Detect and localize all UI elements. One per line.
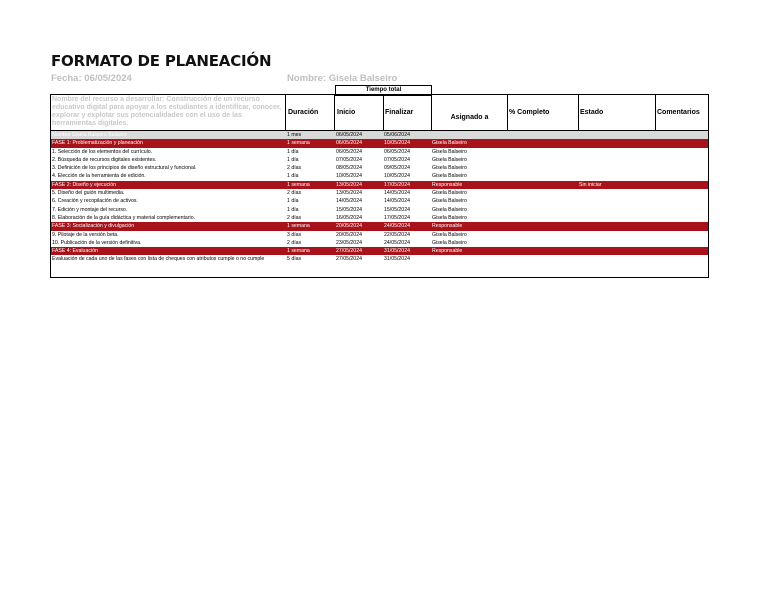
cell-task[interactable]: 2. Búsqueda de recursos digitales existentes.: [52, 156, 157, 163]
header-inicio: Inicio: [336, 95, 384, 130]
cell-fin[interactable]: 10/05/2024: [384, 140, 410, 147]
cell-ini[interactable]: 06/05/2024: [336, 140, 362, 147]
cell-fin[interactable]: 06/05/2024: [384, 148, 410, 155]
cell-task[interactable]: 5. Diseño del guión multimedia.: [52, 190, 125, 197]
cell-asg[interactable]: Gisela Balseiro: [432, 140, 467, 147]
cell-dur[interactable]: 1 semana: [287, 223, 310, 230]
cell-fin[interactable]: 07/05/2024: [384, 156, 410, 163]
cell-task[interactable]: 4. Elección de la herramienta de edición.: [52, 173, 146, 180]
header-completo: % Completo: [508, 95, 579, 130]
cell-dur[interactable]: 2 días: [287, 239, 302, 246]
cell-ini[interactable]: 14/05/2024: [336, 198, 362, 205]
cell-dur[interactable]: 3 días: [287, 231, 302, 238]
cell-task[interactable]: FASE 4: Evaluación: [52, 248, 98, 255]
table-row[interactable]: [51, 255, 708, 271]
cell-dur[interactable]: 1 día: [287, 156, 299, 163]
cell-dur[interactable]: 5 días: [287, 256, 302, 263]
cell-dur[interactable]: 1 semana: [287, 248, 310, 255]
cell-task[interactable]: 6. Creación y recopilación de activos.: [52, 198, 138, 205]
cell-ini[interactable]: 20/05/2024: [336, 223, 362, 230]
header-duracion: Duración: [287, 95, 335, 130]
table-row[interactable]: [51, 189, 708, 197]
phase-row[interactable]: [51, 139, 708, 147]
planning-table: [50, 94, 709, 278]
cell-fin[interactable]: 24/05/2024: [384, 239, 410, 246]
cell-dur[interactable]: 1 día: [287, 206, 299, 213]
cell-est[interactable]: Sin iniciar: [579, 181, 602, 188]
tiempo-total-label: Tiempo total: [335, 85, 432, 96]
cell-ini[interactable]: 10/05/2024: [336, 173, 362, 180]
cell-asg[interactable]: Gisela Balseiro: [432, 198, 467, 205]
table-row[interactable]: [51, 231, 708, 239]
cell-dur[interactable]: 1 semana: [287, 140, 310, 147]
cell-fin[interactable]: 14/05/2024: [384, 190, 410, 197]
cell-dur[interactable]: 1 día: [287, 198, 299, 205]
cell-asg[interactable]: Gisela Balseiro: [432, 206, 467, 213]
name-label: Nombre: Gisela Balseiro: [287, 73, 398, 84]
cell-task[interactable]: 9. Pilotaje de la versión beta.: [52, 231, 119, 238]
cell-fin[interactable]: 17/05/2024: [384, 214, 410, 221]
cell-ini[interactable]: 13/05/2024: [336, 181, 362, 188]
cell-dur[interactable]: 1 mes: [287, 132, 302, 138]
header-estado: Estado: [579, 95, 656, 130]
cell-ini[interactable]: 16/05/2024: [336, 214, 362, 221]
cell-task[interactable]: FASE 1: Problematización y planeación: [52, 140, 143, 147]
cell-asg[interactable]: Gisela Balseiro: [432, 156, 467, 163]
cell-fin[interactable]: 31/05/2024: [384, 256, 410, 263]
cell-fin[interactable]: 10/05/2024: [384, 173, 410, 180]
table-row[interactable]: [51, 197, 708, 205]
cell-task[interactable]: FASE 2: Diseño y ejecución: [52, 181, 117, 188]
cell-ini[interactable]: 13/05/2024: [336, 190, 362, 197]
cell-dur[interactable]: 1 semana: [287, 181, 310, 188]
table-body: [51, 131, 708, 271]
cell-asg[interactable]: Gisela Balseiro: [432, 214, 467, 221]
cell-dur[interactable]: 1 día: [287, 173, 299, 180]
header-asignado: Asignado a: [432, 95, 508, 130]
cell-asg[interactable]: Gisela Balseiro: [432, 148, 467, 155]
table-row[interactable]: [51, 172, 708, 180]
cell-asg[interactable]: Gisela Balseiro: [432, 239, 467, 246]
cell-fin[interactable]: 24/05/2024: [384, 223, 410, 230]
phase-row[interactable]: [51, 181, 708, 189]
cell-ini[interactable]: 15/05/2024: [336, 206, 362, 213]
cell-ini[interactable]: 08/05/2024: [336, 165, 362, 172]
header-comentarios: Comentarios: [657, 109, 700, 116]
cell-task[interactable]: 1. Selección de los elementos del currículo.: [52, 148, 153, 155]
cell-task[interactable]: 7. Edición y montaje del recurso.: [52, 206, 128, 213]
cell-asg[interactable]: Responsable: [432, 248, 463, 255]
cell-task[interactable]: 3. Definición de los principios de diseño estructural y funcional.: [52, 165, 197, 172]
cell-fin[interactable]: 31/05/2024: [384, 248, 410, 255]
page-title: FORMATO DE PLANEACIÓN: [51, 52, 272, 70]
table-row[interactable]: [51, 131, 708, 139]
cell-dur[interactable]: 2 días: [287, 214, 302, 221]
cell-ini[interactable]: 23/05/2024: [336, 239, 362, 246]
cell-asg[interactable]: Responsable: [432, 181, 463, 188]
cell-asg[interactable]: Gisela Balseiro: [432, 173, 467, 180]
cell-dur[interactable]: 2 días: [287, 165, 302, 172]
table-row[interactable]: [51, 239, 708, 247]
cell-task[interactable]: 8. Elaboración de la guía didáctica y material complementario.: [52, 214, 196, 221]
header-finalizar: Finalizar: [384, 95, 432, 130]
cell-fin[interactable]: 14/05/2024: [384, 198, 410, 205]
cell-fin[interactable]: 05/06/2024: [384, 132, 410, 138]
cell-asg[interactable]: Gisela Balseiro: [432, 190, 467, 197]
table-row[interactable]: [51, 148, 708, 156]
cell-asg[interactable]: Gisela Balseiro: [432, 165, 467, 172]
cell-task[interactable]: 10. Publicación de la versión definitiva.: [52, 239, 142, 246]
date-label: Fecha: 06/05/2024: [51, 73, 132, 84]
cell-task[interactable]: Evaluación de cada uno de las fases con lista de cheques con atributos cumple o no cumple: [52, 256, 265, 263]
phase-row[interactable]: [51, 247, 708, 255]
cell-asg[interactable]: Gisela Balseiro: [432, 231, 467, 238]
cell-dur[interactable]: 1 día: [287, 148, 299, 155]
table-row[interactable]: [51, 164, 708, 172]
cell-ini[interactable]: 07/05/2024: [336, 156, 362, 163]
phase-row[interactable]: [51, 222, 708, 230]
cell-ini[interactable]: 06/05/2024: [336, 148, 362, 155]
cell-ini[interactable]: 20/05/2024: [336, 231, 362, 238]
cell-fin[interactable]: 15/05/2024: [384, 206, 410, 213]
cell-fin[interactable]: 17/05/2024: [384, 181, 410, 188]
cell-fin[interactable]: 09/05/2024: [384, 165, 410, 172]
cell-asg[interactable]: Responsable: [432, 223, 463, 230]
cell-task[interactable]: FASE 3: Socialización y divulgación: [52, 223, 135, 230]
cell-ini[interactable]: 27/05/2024: [336, 256, 362, 263]
cell-ini[interactable]: 27/05/2024: [336, 248, 362, 255]
table-row[interactable]: [51, 214, 708, 222]
table-header: [51, 95, 708, 131]
cell-task[interactable]: Nombre Gisela Balseiro Balseiro: [52, 132, 127, 138]
table-row[interactable]: [51, 206, 708, 214]
project-name-cell[interactable]: Nombre del recurso a desarrollar: Construcción de un recurso educativo digital para apoyar a los estudiantes a identificar, conocer, explorar y explotar sus potencialidades con el uso de las herramientas digitales.: [51, 95, 286, 130]
cell-dur[interactable]: 2 días: [287, 190, 302, 197]
cell-ini[interactable]: 06/05/2024: [336, 132, 362, 138]
cell-fin[interactable]: 22/05/2024: [384, 231, 410, 238]
table-row[interactable]: [51, 156, 708, 164]
